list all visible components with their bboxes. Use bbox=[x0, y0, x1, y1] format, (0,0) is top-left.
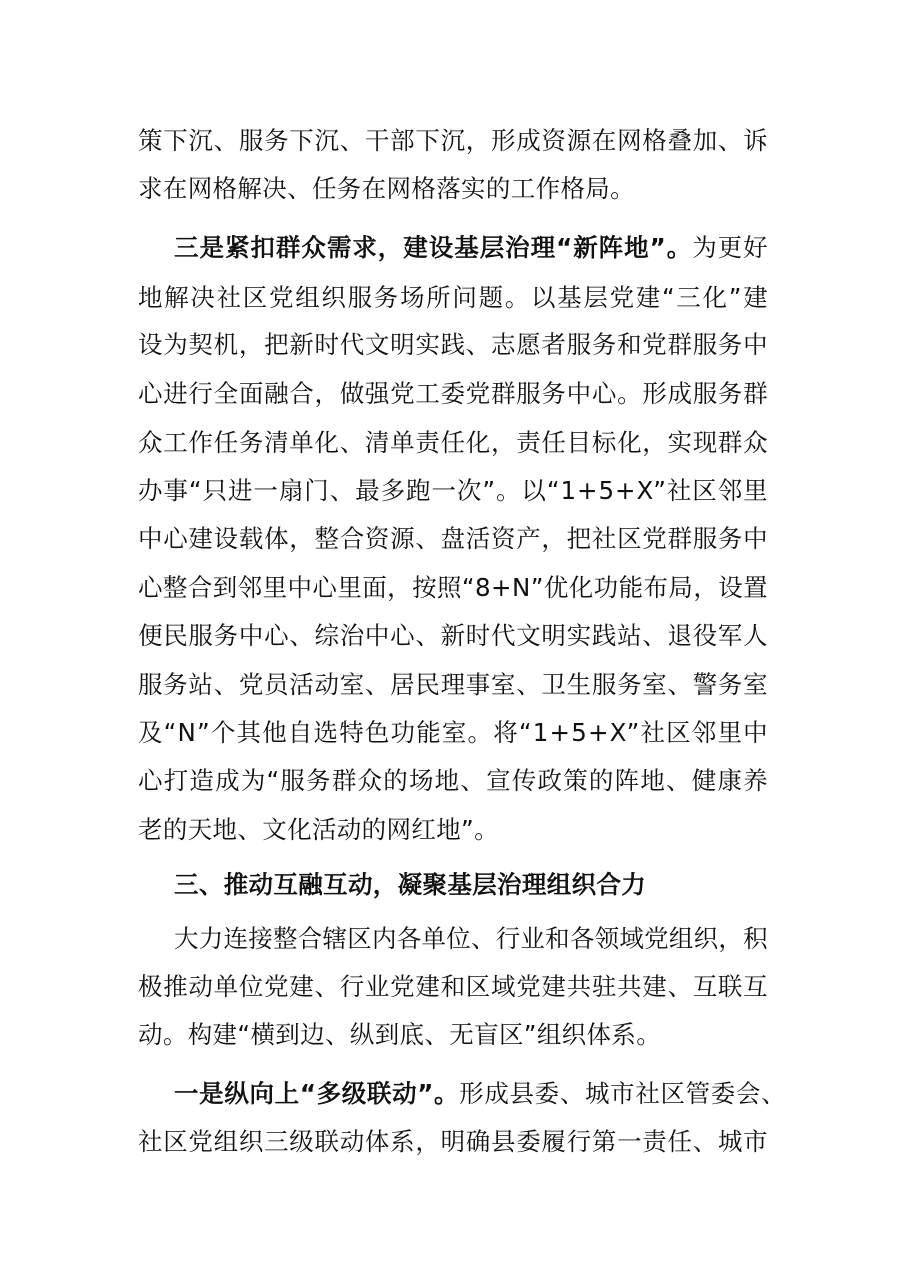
paragraph-line bbox=[138, 330, 768, 360]
text-segment: 及“N”个其他自选特色功能室。将“1+5+X”社区邻里中 bbox=[138, 718, 769, 747]
text-segment: 大力连接整合辖区内各单位、行业和各领域党组织，积 bbox=[174, 924, 768, 953]
paragraph-line bbox=[138, 1020, 661, 1050]
paragraph-line bbox=[138, 379, 768, 409]
paragraph-line bbox=[138, 524, 768, 554]
paragraph-line bbox=[138, 283, 769, 313]
text-segment: 动。构建“横到边、纵到底、无盲区”组织体系。 bbox=[138, 1020, 662, 1049]
text-segment: 设为契机，把新时代文明实践、志愿者服务和党群服务中 bbox=[138, 330, 769, 359]
text-segment: 为更好 bbox=[692, 233, 769, 262]
paragraph-line bbox=[138, 1127, 768, 1157]
text-segment: 策下沉、服务下沉、干部下沉，形成资源在网格叠加、诉 bbox=[138, 126, 769, 155]
bold-text-segment: 三、推动互融互动，凝聚基层治理组织合力 bbox=[174, 870, 647, 899]
text-segment: 服务站、党员活动室、居民理事室、卫生服务室、警务室 bbox=[138, 670, 769, 699]
text-segment: 众工作任务清单化、清单责任化，责任目标化，实现群众 bbox=[138, 428, 769, 457]
paragraph-line bbox=[138, 766, 769, 796]
text-segment: 便民服务中心、综治中心、新时代文明实践站、退役军人 bbox=[138, 621, 769, 650]
paragraph-line bbox=[138, 718, 769, 748]
paragraph-line bbox=[138, 428, 768, 458]
text-segment: 老的天地、文化活动的网红地”。 bbox=[138, 815, 499, 844]
paragraph-line bbox=[138, 972, 768, 1002]
text-segment: 心打造成为“服务群众的场地、宣传政策的阵地、健康养 bbox=[138, 766, 769, 795]
text-segment: 极推动单位党建、行业党建和区域党建共驻共建、互联互 bbox=[138, 972, 769, 1001]
paragraph-line bbox=[138, 621, 768, 651]
text-segment: 心整合到邻里中心里面，按照“8+N”优化功能布局，设置 bbox=[138, 573, 769, 602]
paragraph-line bbox=[138, 573, 768, 603]
text-segment: 中心建设载体，整合资源、盘活资产，把社区党群服务中 bbox=[138, 524, 769, 553]
text-segment: 心进行全面融合，做强党工委党群服务中心。形成服务群 bbox=[138, 379, 769, 408]
section-heading bbox=[174, 870, 646, 900]
paragraph-line bbox=[138, 476, 769, 506]
text-segment: 形成县委、城市社区管委会、 bbox=[459, 1079, 787, 1108]
heading-paragraph-line bbox=[174, 1079, 786, 1109]
bold-text-segment: 三是紧扣群众需求，建设基层治理“新阵地”。 bbox=[174, 233, 693, 262]
text-segment: 求在网格解决、任务在网格落实的工作格局。 bbox=[138, 174, 635, 203]
paragraph-line bbox=[138, 126, 768, 156]
paragraph-line bbox=[138, 174, 635, 204]
text-segment: 办事“只进一扇门、最多跑一次”。以“1+5+X”社区邻里 bbox=[138, 476, 769, 505]
paragraph-line bbox=[174, 924, 768, 954]
bold-text-segment: 一是纵向上“多级联动”。 bbox=[174, 1079, 460, 1108]
paragraph-line bbox=[138, 670, 768, 700]
text-segment: 社区党组织三级联动体系，明确县委履行第一责任、城市 bbox=[138, 1127, 769, 1156]
heading-paragraph-line bbox=[174, 233, 769, 263]
text-segment: 地解决社区党组织服务场所问题。以基层党建“三化”建 bbox=[138, 283, 770, 312]
paragraph-line bbox=[138, 815, 499, 845]
